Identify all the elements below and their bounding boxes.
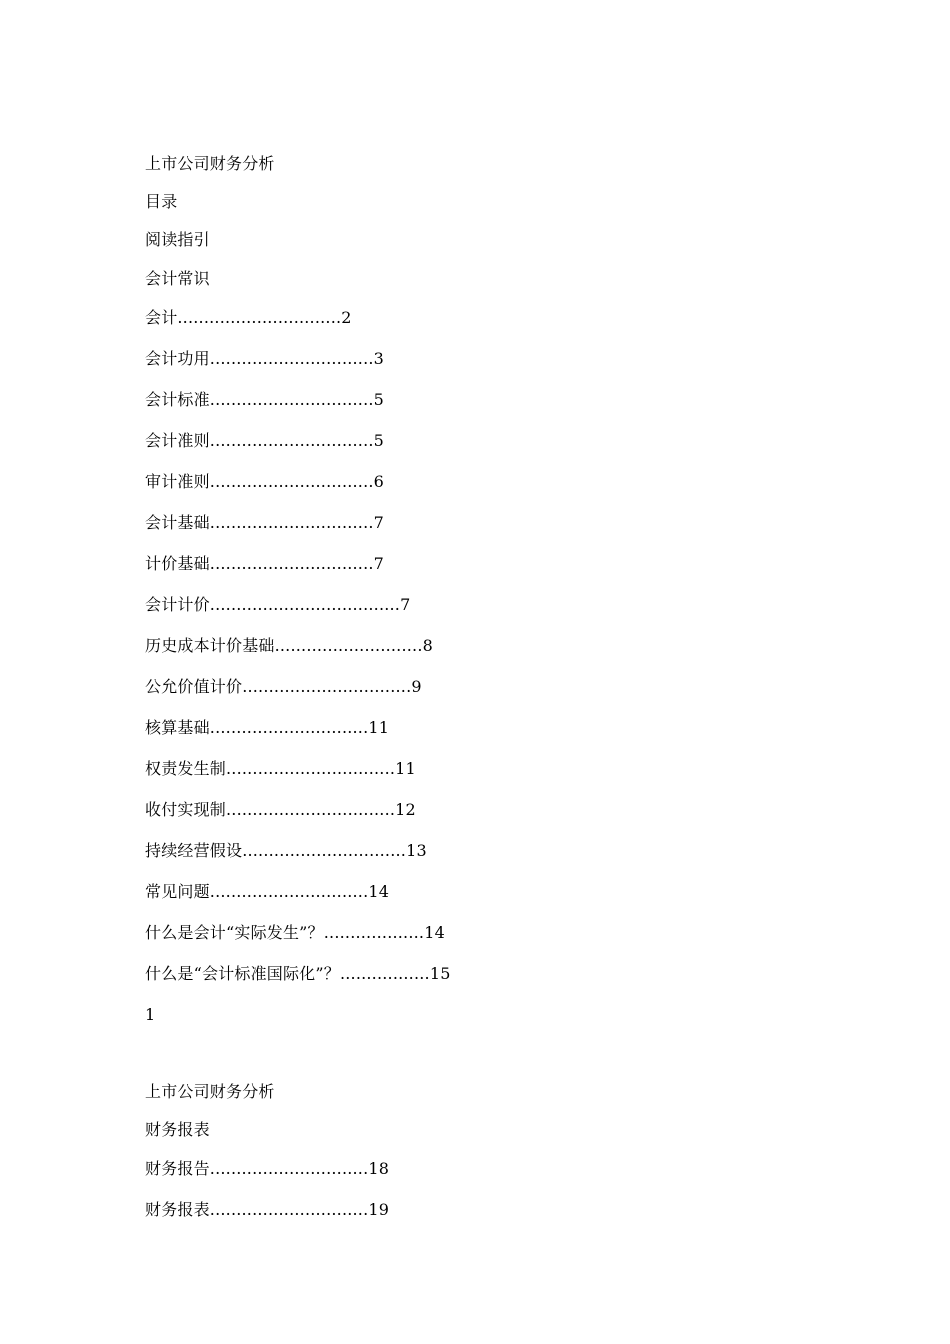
toc-entry[interactable]: 核算基础..............................11	[145, 718, 390, 737]
document-header: 上市公司财务分析	[145, 1082, 275, 1101]
toc-entry[interactable]: 历史成本计价基础............................8	[145, 636, 433, 655]
toc-entry[interactable]: 财务报告..............................18	[145, 1159, 390, 1178]
reading-guide-heading: 阅读指引	[145, 230, 210, 249]
page-number: 1	[145, 1005, 156, 1024]
toc-entry[interactable]: 常见问题..............................14	[145, 882, 390, 901]
toc-entry[interactable]: 收付实现制................................12	[145, 800, 416, 819]
toc-entry[interactable]: 财务报表..............................19	[145, 1200, 390, 1219]
toc-entry[interactable]: 会计标准...............................5	[145, 390, 385, 409]
toc-heading: 目录	[145, 192, 178, 211]
toc-entry[interactable]: 会计...............................2	[145, 308, 352, 327]
toc-entry[interactable]: 审计准则...............................6	[145, 472, 385, 491]
toc-entry[interactable]: 会计基础...............................7	[145, 513, 385, 532]
toc-entry[interactable]: 公允价值计价................................9	[145, 677, 422, 696]
section-title: 会计常识	[145, 269, 210, 288]
toc-entry[interactable]: 什么是“会计标准国际化”？.................15	[145, 964, 451, 983]
toc-entry[interactable]: 持续经营假设...............................13	[145, 841, 427, 860]
toc-entry[interactable]: 权责发生制................................11	[145, 759, 416, 778]
toc-entry[interactable]: 什么是会计“实际发生”？...................14	[145, 923, 445, 942]
document-header: 上市公司财务分析	[145, 154, 275, 173]
section-title: 财务报表	[145, 1120, 210, 1139]
toc-entry[interactable]: 计价基础...............................7	[145, 554, 385, 573]
toc-entry[interactable]: 会计准则...............................5	[145, 431, 385, 450]
toc-entry[interactable]: 会计计价....................................7	[145, 595, 411, 614]
toc-entry[interactable]: 会计功用...............................3	[145, 349, 385, 368]
